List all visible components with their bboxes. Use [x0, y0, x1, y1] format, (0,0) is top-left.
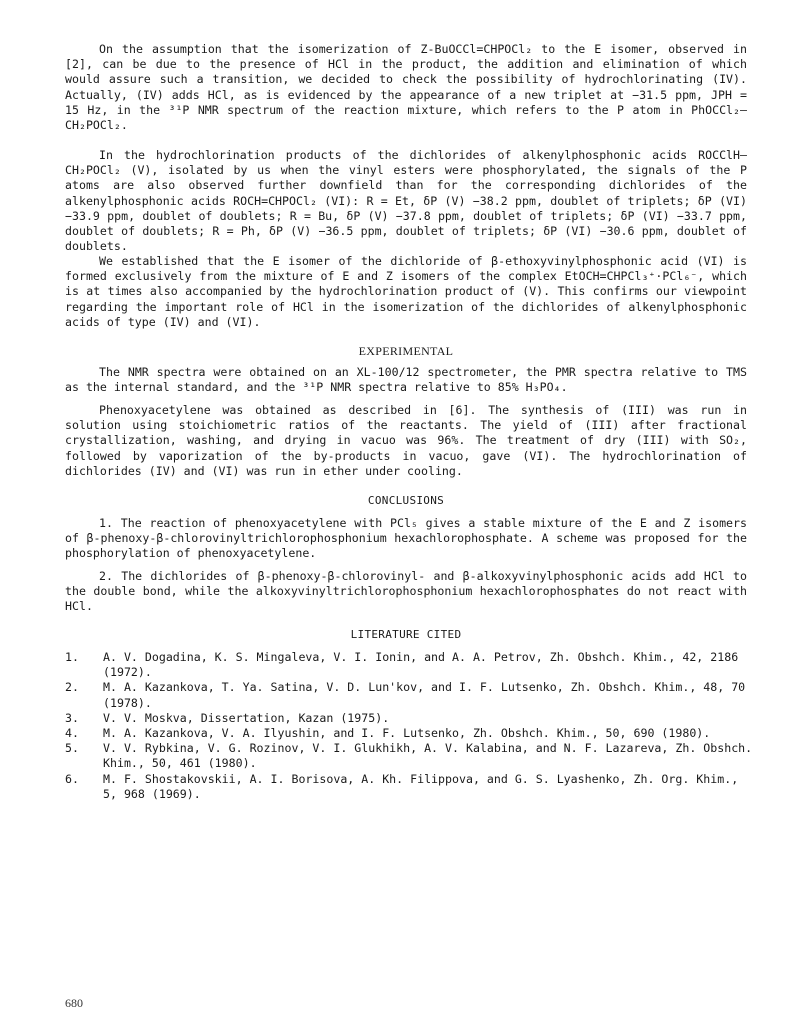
- conclusion-2: 2. The dichlorides of β-phenoxy-β-chlorovinyl- and β-alkoxyvinylphosphonic acids add HCl to the double bond, while the alkoxyvinyltrichlorophosphonium hexachlorophosphates do not react with HCl.: [65, 569, 747, 614]
- heading-experimental: EXPERIMENTAL: [358, 344, 454, 358]
- reference-item: [65, 711, 755, 726]
- reference-item: [65, 741, 755, 771]
- reference-number: 2.: [65, 680, 79, 695]
- reference-number: 1.: [65, 650, 79, 664]
- paragraph-isomerization: On the assumption that the isomerization of Z-BuOCCl=CHPOCl₂ to the E isomer, observed in [2], can be due to the presence of HCl in the product, the addition and elimination of which would assure such a transition, we decided to check the possibility of hydrochlorinating (IV). Actually, (IV) adds HCl, as is evidenced by the appearance of a new triplet at −31.5 ppm, JPH = 15 Hz, in the ³¹P NMR spectrum of the reaction mixture, which refers to the P atom in PhOCCl₂—CH₂POCl₂.: [65, 42, 747, 133]
- paragraph-phenoxyacetylene: Phenoxyacetylene was obtained as described in [6]. The synthesis of (III) was run in solution using stoichiometric ratios of the reactants. The yield of (III) after fractional crystallization, washing, and drying in vacuo was 96%. The treatment of dry (III) with SO₂, followed by vaporization of the by-products in vacuo, gave (VI). The hydrochlorination of dichlorides (IV) and (VI) was run in ether under cooling.: [65, 403, 747, 478]
- reference-item: [65, 772, 755, 802]
- reference-item: [65, 680, 755, 710]
- page-number: 680: [65, 996, 83, 1010]
- paragraph-nmr-spectra: The NMR spectra were obtained on an XL-100/12 spectrometer, the PMR spectra relative to TMS as the internal standard, and the ³¹P NMR spectra relative to 85% H₃PO₄.: [65, 365, 747, 395]
- reference-list: [65, 650, 755, 802]
- reference-number: 5.: [65, 741, 79, 756]
- reference-text: M. F. Shostakovskii, A. I. Borisova, A. Kh. Filippova, and G. S. Lyashenko, Zh. Org. Khim., 5, 968 (1969).: [103, 771, 739, 801]
- reference-text: V. V. Moskva, Dissertation, Kazan (1975).: [103, 710, 390, 725]
- reference-item: [65, 650, 755, 680]
- reference-number: 6.: [65, 771, 79, 786]
- heading-literature-cited: LITERATURE CITED: [350, 628, 462, 641]
- reference-text: A. V. Dogadina, K. S. Mingaleva, V. I. Ionin, and A. A. Petrov, Zh. Obshch. Khim., 42, 2186 (1972).: [103, 650, 739, 680]
- reference-number: 3.: [65, 710, 79, 725]
- heading-conclusions: CONCLUSIONS: [367, 494, 445, 507]
- reference-text: M. A. Kazankova, V. A. Ilyushin, and I. F. Lutsenko, Zh. Obshch. Khim., 50, 690 (1980).: [103, 726, 711, 741]
- reference-text: V. V. Rybkina, V. G. Rozinov, V. I. Glukhikh, A. V. Kalabina, and N. F. Lazareva, Zh. Obshch. Khim., 50, 461 (1980).: [103, 741, 753, 771]
- paragraph-hydrochlorination: In the hydrochlorination products of the dichlorides of alkenylphosphonic acids ROCClH—CH₂POCl₂ (V), isolated by us when the vinyl esters were phosphorylated, the signals of the P atoms are also observed further downfield than for the corresponding dichlorides of the alkenylphosphonic acids ROCH=CHPOCl₂ (VI): R = Et, δP (V) −38.2 ppm, doublet of triplets; δP (VI) −33.9 ppm, doublet of doublets; R = Bu, δP (V) −37.8 ppm, doublet of triplets; δP (VI) −33.7 ppm, doublet of doublets; R = Ph, δP (V) −36.5 ppm, doublet of triplets; δP (VI) −30.6 ppm, doublet of doublets.: [65, 148, 747, 254]
- reference-item: [65, 726, 755, 741]
- paragraph-e-isomer: We established that the E isomer of the dichloride of β-ethoxyvinylphosphonic acid (VI) is formed exclusively from the mixture of E and Z isomers of the complex EtOCH=CHPCl₃⁺·PCl₆⁻, which is at times also accompanied by the hydrochlorination product of (V). This confirms our viewpoint regarding the important role of HCl in the isomerization of the dichlorides of alkenylphosphonic acids of type (IV) and (VI).: [65, 254, 747, 329]
- conclusion-1: 1. The reaction of phenoxyacetylene with PCl₅ gives a stable mixture of the E and Z isomers of β-phenoxy-β-chlorovinyltrichlorophosphonium hexachlorophosphate. A scheme was proposed for the phosphorylation of phenoxyacetylene.: [65, 516, 747, 561]
- reference-text: M. A. Kazankova, T. Ya. Satina, V. D. Lun'kov, and I. F. Lutsenko, Zh. Obshch. Khim., 48, 70 (1978).: [103, 680, 746, 710]
- reference-number: 4.: [65, 726, 79, 741]
